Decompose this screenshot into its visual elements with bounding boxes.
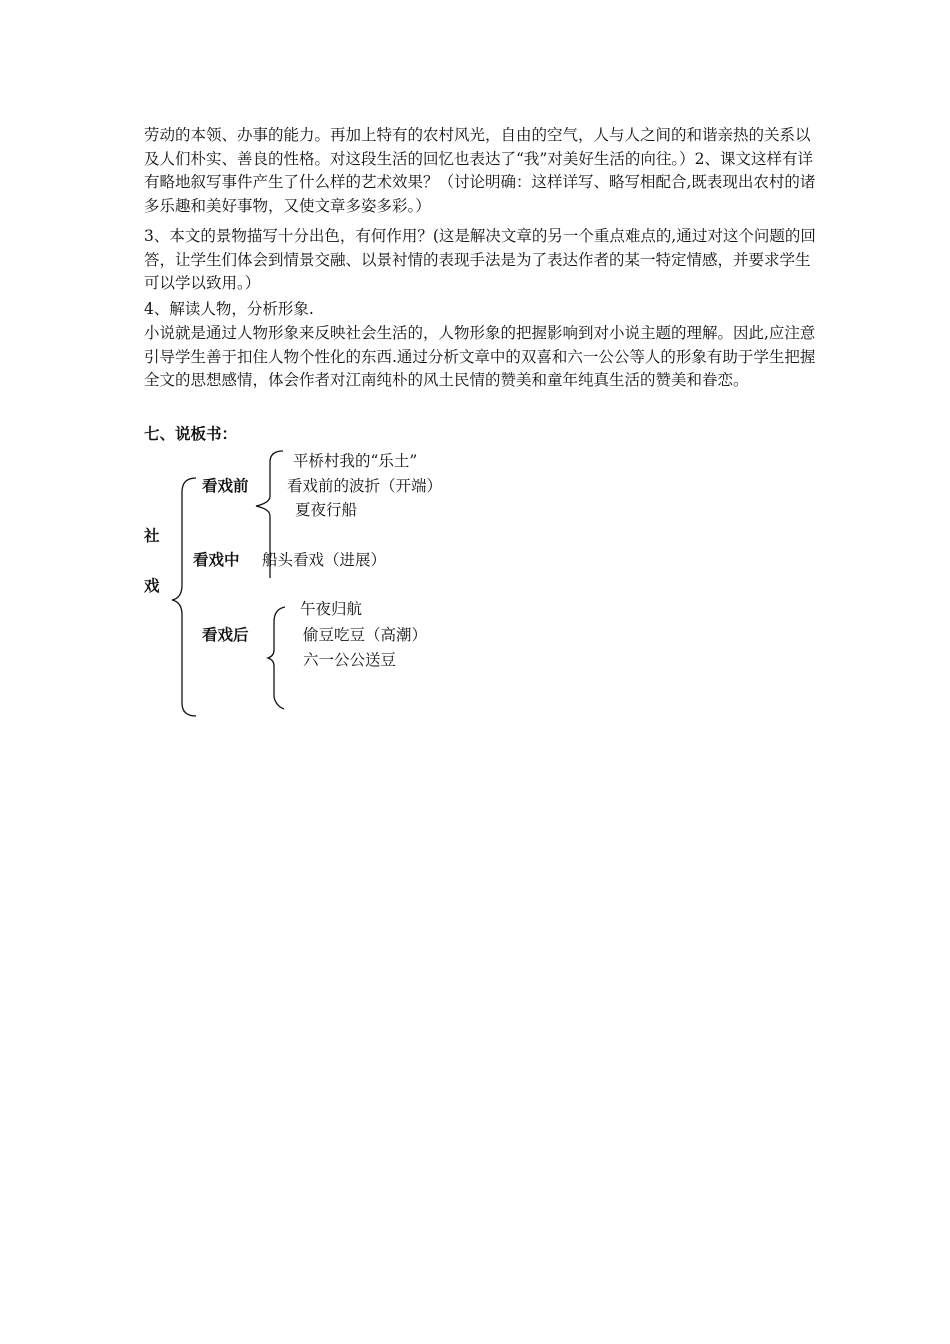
root-char-she: 社 <box>144 527 160 545</box>
item-after-2: 偷豆吃豆（高潮） <box>303 626 428 644</box>
paragraph-2: 3、本文的景物描写十分出色，有何作用？(这是解决文章的另一个重点难点的,通过对这个问题的回答，让学生们体会到情景交融、以景衬情的表现手法是为了表达作者的某一特定情感，并要求学生可以学以致用。） <box>144 227 816 292</box>
root-char-xi: 戏 <box>144 577 160 595</box>
group-label-during: 看戏中 <box>193 551 240 569</box>
item-before-1: 平桥村我的“乐土” <box>293 452 418 470</box>
item-after-3: 六一公公送豆 <box>303 651 397 669</box>
item-before-2: 看戏前的波折（开端） <box>287 477 443 495</box>
item-after-1: 午夜归航 <box>300 600 363 618</box>
paragraph-1: 劳动的本领、办事的能力。再加上特有的农村风光，自由的空气，人与人之间的和谐亲热的关系以及人们朴实、善良的性格。对这段生活的回忆也表达了“我”对美好生活的向往。）2、课文这样有详有略地叙写事件产生了什么样的艺术效果？（讨论明确：这样详写、略写相配合,既表现出农村的诸多乐趣和美好事物，又使文章多姿多彩。） <box>144 126 816 215</box>
brace-after <box>268 607 285 709</box>
section-title: 七、说板书： <box>144 425 238 443</box>
main-brace <box>172 478 196 716</box>
group-label-after: 看戏后 <box>202 626 249 644</box>
item-before-3: 夏夜行船 <box>295 501 358 519</box>
paragraph-4: 小说就是通过人物形象来反映社会生活的，人物形象的把握影响到对小说主题的理解。因此,应注意引导学生善于扣住人物个性化的东西.通过分析文章中的双喜和六一公公等人的形象有助于学生把握全文的思想感情，体会作者对江南纯朴的风土民情的赞美和童年纯真生活的赞美和眷恋。 <box>144 324 816 389</box>
item-during-1: 船头看戏（进展） <box>262 551 387 569</box>
group-label-before: 看戏前 <box>202 477 249 495</box>
paragraph-3: 4、解读人物，分析形象. <box>144 300 314 318</box>
